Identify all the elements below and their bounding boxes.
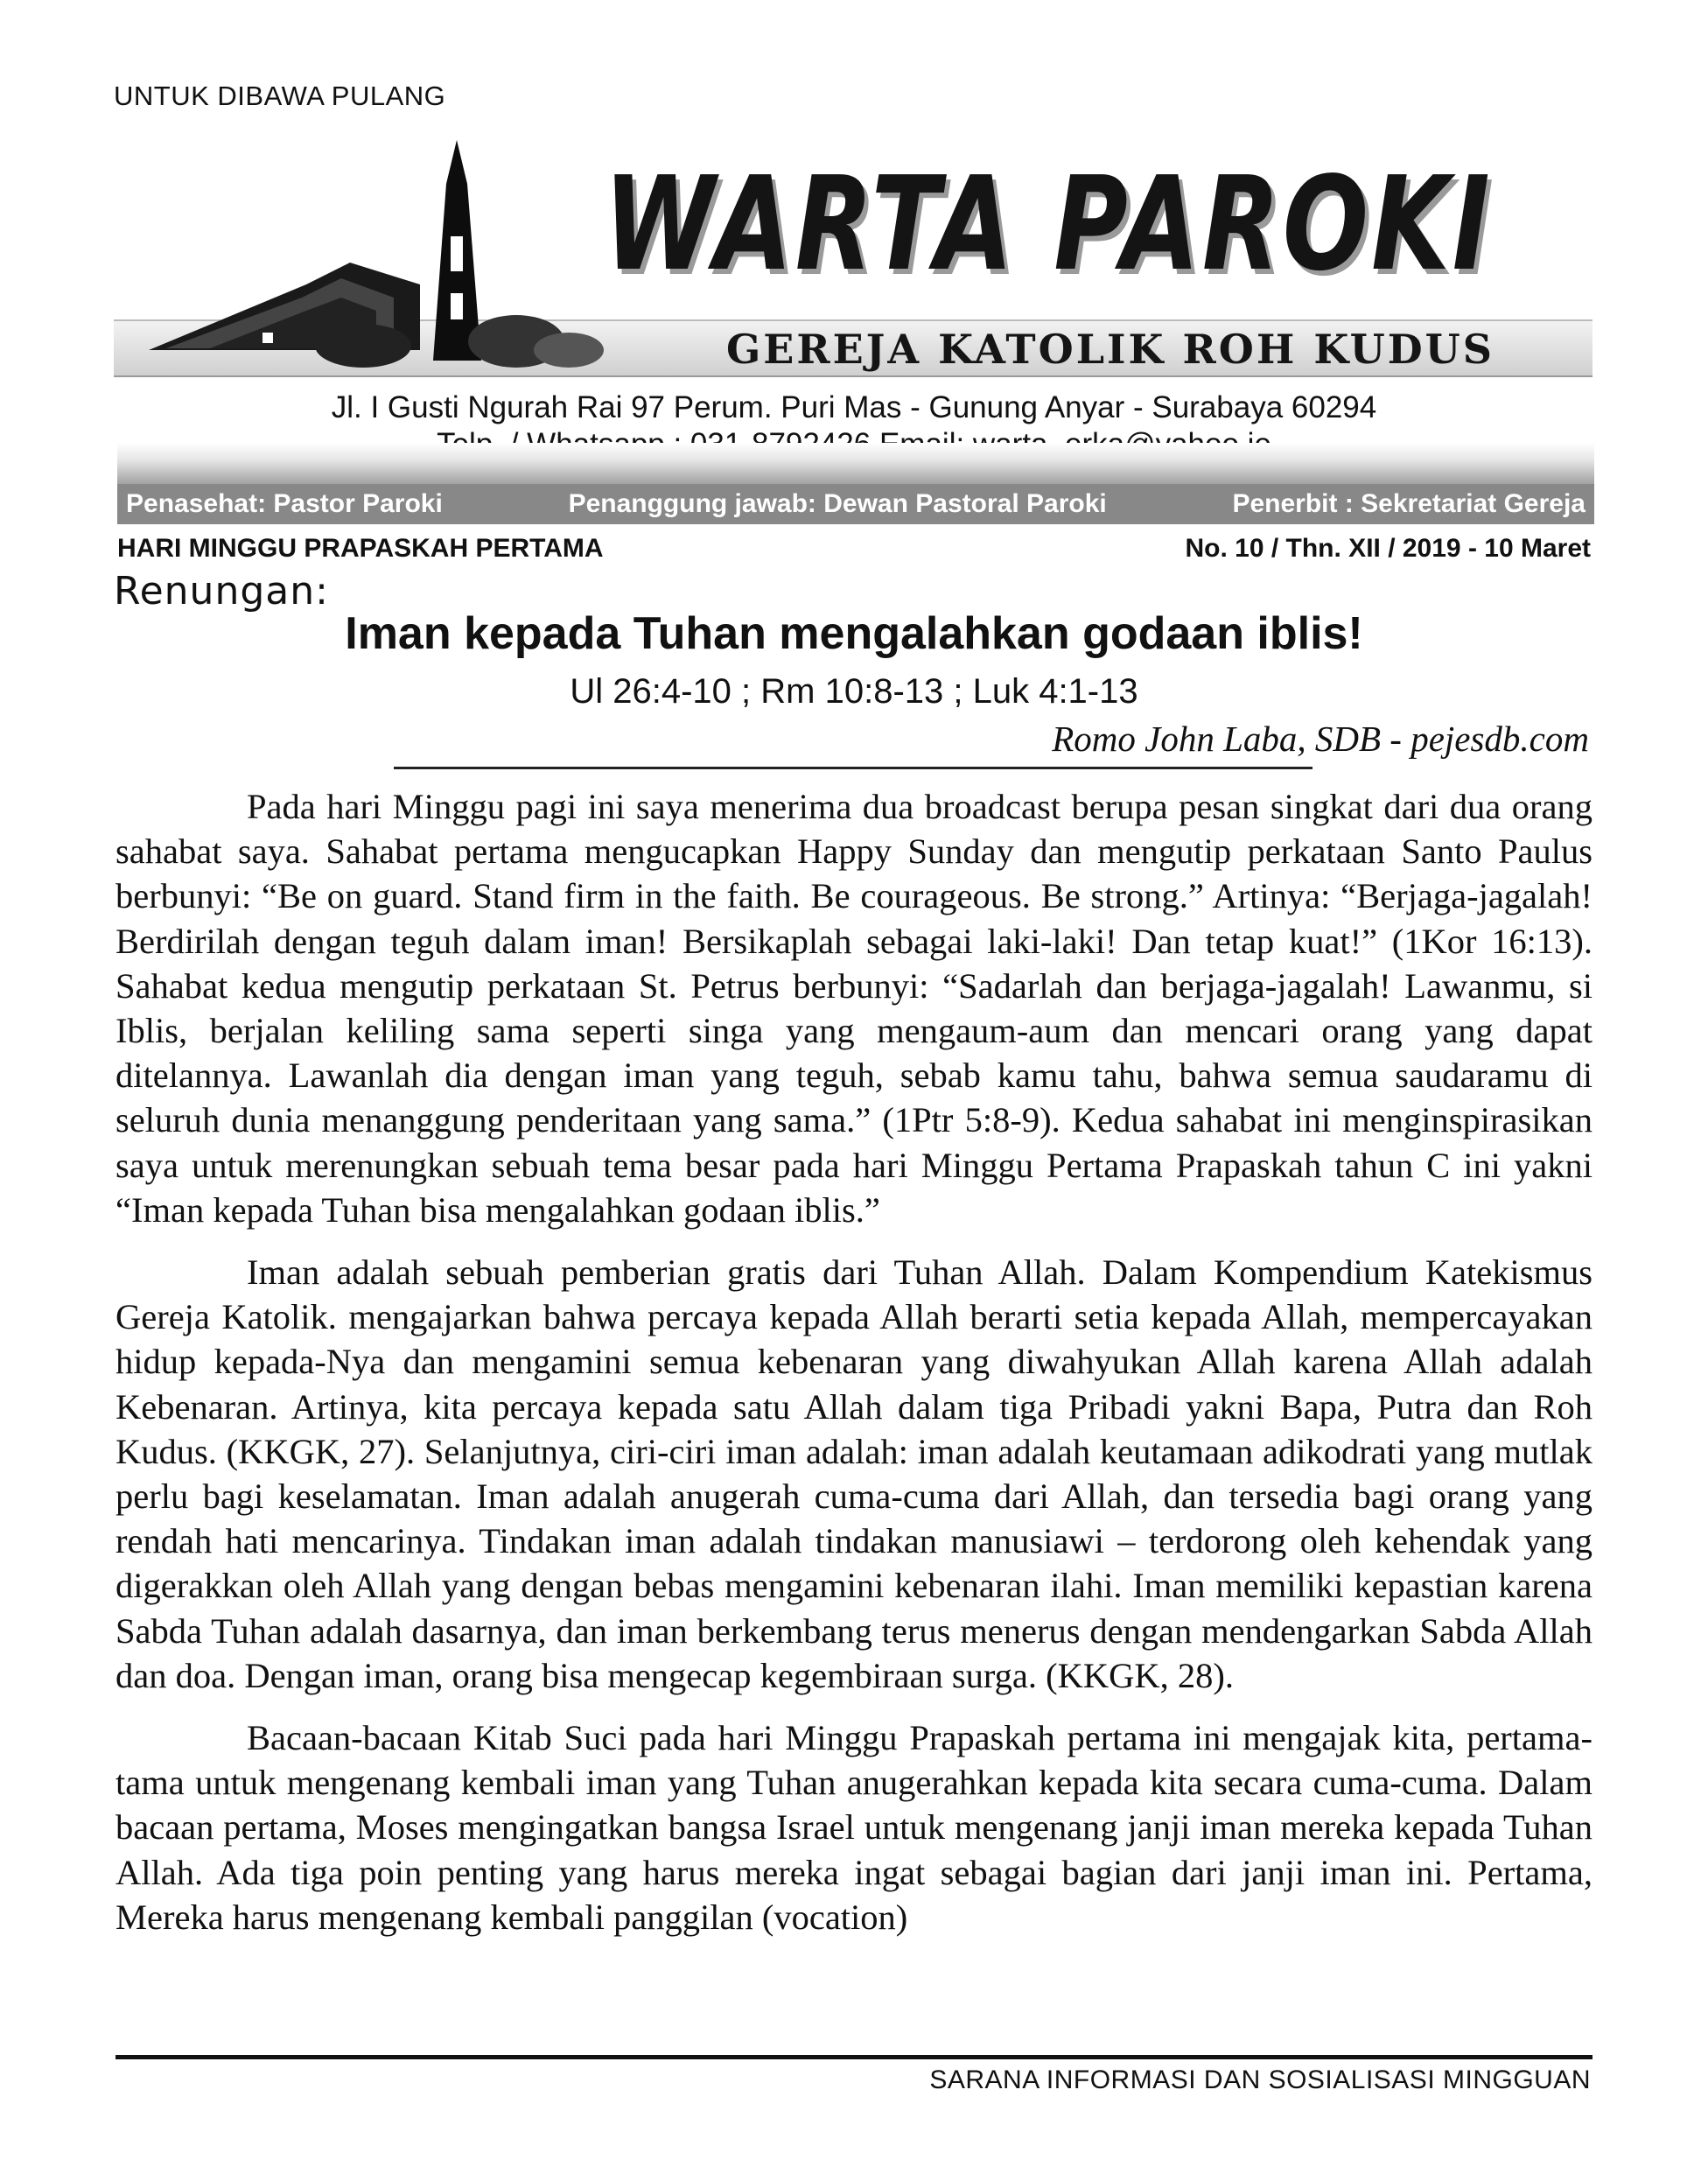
strip-gradient bbox=[117, 443, 1594, 489]
footer-divider bbox=[116, 2055, 1592, 2059]
section-label: Renungan: bbox=[114, 569, 329, 614]
article-author: Romo John Laba, SDB - pejesdb.com bbox=[1052, 719, 1589, 759]
footer-tagline: SARANA INFORMASI DAN SOSIALISASI MINGGUAN bbox=[929, 2065, 1591, 2094]
article-title: Iman kepada Tuhan mengalahkan godaan iblis! bbox=[345, 608, 1363, 659]
title-divider bbox=[394, 767, 1312, 769]
church-address: Jl. I Gusti Ngurah Rai 97 Perum. Puri Mas - Gunung Anyar - Surabaya 60294 bbox=[331, 390, 1377, 424]
church-name: GEREJA KATOLIK ROH KUDUS bbox=[726, 326, 1495, 373]
responsible-credit: Penanggung jawab: Dewan Pastoral Paroki bbox=[568, 489, 1107, 518]
masthead bbox=[114, 131, 1592, 394]
article-body bbox=[116, 784, 1592, 1957]
church-illustration-icon bbox=[131, 131, 621, 372]
liturgical-day: HARI MINGGU PRAPASKAH PERTAMA bbox=[117, 534, 604, 563]
scripture-readings: Ul 26:4-10 ; Rm 10:8-13 ; Luk 4:1-13 bbox=[570, 672, 1138, 711]
paragraph: Iman adalah sebuah pemberian gratis dari Tuhan Allah. Dalam Kompendium Katekismus Gereja Katolik. mengajarkan bahwa percaya kepada Allah berarti setia kepada Allah, mempercayakan hidup kepada-Nya dan mengamini semua kebenaran yang diwahyukan Allah karena Allah adalah Kebenaran. Artinya, kita percaya kepada satu Allah dalam tiga Pribadi yakni Bapa, Putra dan Roh Kudus. (KKGK, 27). Selanjutnya, ciri-ciri iman adalah: iman adalah keutamaan adikodrati yang mutlak perlu bagi keselamatan. Iman adalah anugerah cuma-cuma dari Allah, dan tersedia bagi orang yang rendah hati mencarinya. Tindakan iman adalah tindakan manusiawi – terdorong oleh kehendak yang digerakkan oleh Allah yang dengan bebas mengamini kebenaran ilahi. Iman memiliki kepastian karena Sabda Tuhan adalah dasarnya, dan iman berkembang terus menerus dengan mendengarkan Sabda Allah dan doa. Dengan iman, orang bisa mengecap kegembiraan surga. (KKGK, 28). bbox=[116, 1252, 1592, 1695]
publisher-credit: Penerbit : Sekretariat Gereja bbox=[1232, 489, 1586, 518]
staff-strip bbox=[117, 443, 1594, 522]
advisor-credit: Penasehat: Pastor Paroki bbox=[126, 489, 443, 518]
newspaper-title: WARTA PAROKI bbox=[604, 149, 1493, 299]
issue-number: No. 10 / Thn. XII / 2019 - 10 Maret bbox=[1185, 534, 1591, 563]
paragraph: Bacaan-bacaan Kitab Suci pada hari Minggu Prapaskah pertama ini mengajak kita, pertama-tama untuk mengenang kembali iman yang Tuhan anugerahkan kepada kita secara cuma-cuma. Dalam bacaan pertama, Moses mengingatkan bangsa Israel untuk mengenang janji iman mereka kepada Tuhan Allah. Ada tiga poin penting yang harus mereka ingat sebagai bagian dari janji iman ini. Pertama, Mereka harus mengenang kembali panggilan (vocation) bbox=[116, 1718, 1592, 1937]
take-home-label: UNTUK DIBAWA PULANG bbox=[114, 81, 446, 111]
staff-credits bbox=[117, 484, 1594, 524]
paragraph: Pada hari Minggu pagi ini saya menerima dua broadcast berupa pesan singkat dari dua orang sahabat saya. Sahabat pertama mengucapkan Happy Sunday dan mengutip perkataan Santo Paulus berbunyi: “Be on guard. Stand firm in the faith. Be courageous. Be strong.” Artinya: “Berjaga-jagalah! Berdirilah dengan teguh dalam iman! Bersikaplah sebagai laki-laki! Dan tetap kuat!” (1Kor 16:13). Sahabat kedua mengutip perkataan St. Petrus berbunyi: “Sadarlah dan berjaga-jagalah! Lawanmu, si Iblis, berjalan keliling sama seperti singa yang mengaum-aum dan mencari orang yang dapat ditelannya. Lawanlah dia dengan iman yang teguh, sebab kamu tahu, bahwa semua saudaramu di seluruh dunia menanggung penderitaan yang sama.” (1Ptr 5:8-9). Kedua sahabat ini menginspirasikan saya untuk merenungkan sebuah tema besar pada hari Minggu Pertama Prapaskah tahun C ini yakni “Iman kepada Tuhan bisa mengalahkan godaan iblis.” bbox=[116, 787, 1592, 1230]
